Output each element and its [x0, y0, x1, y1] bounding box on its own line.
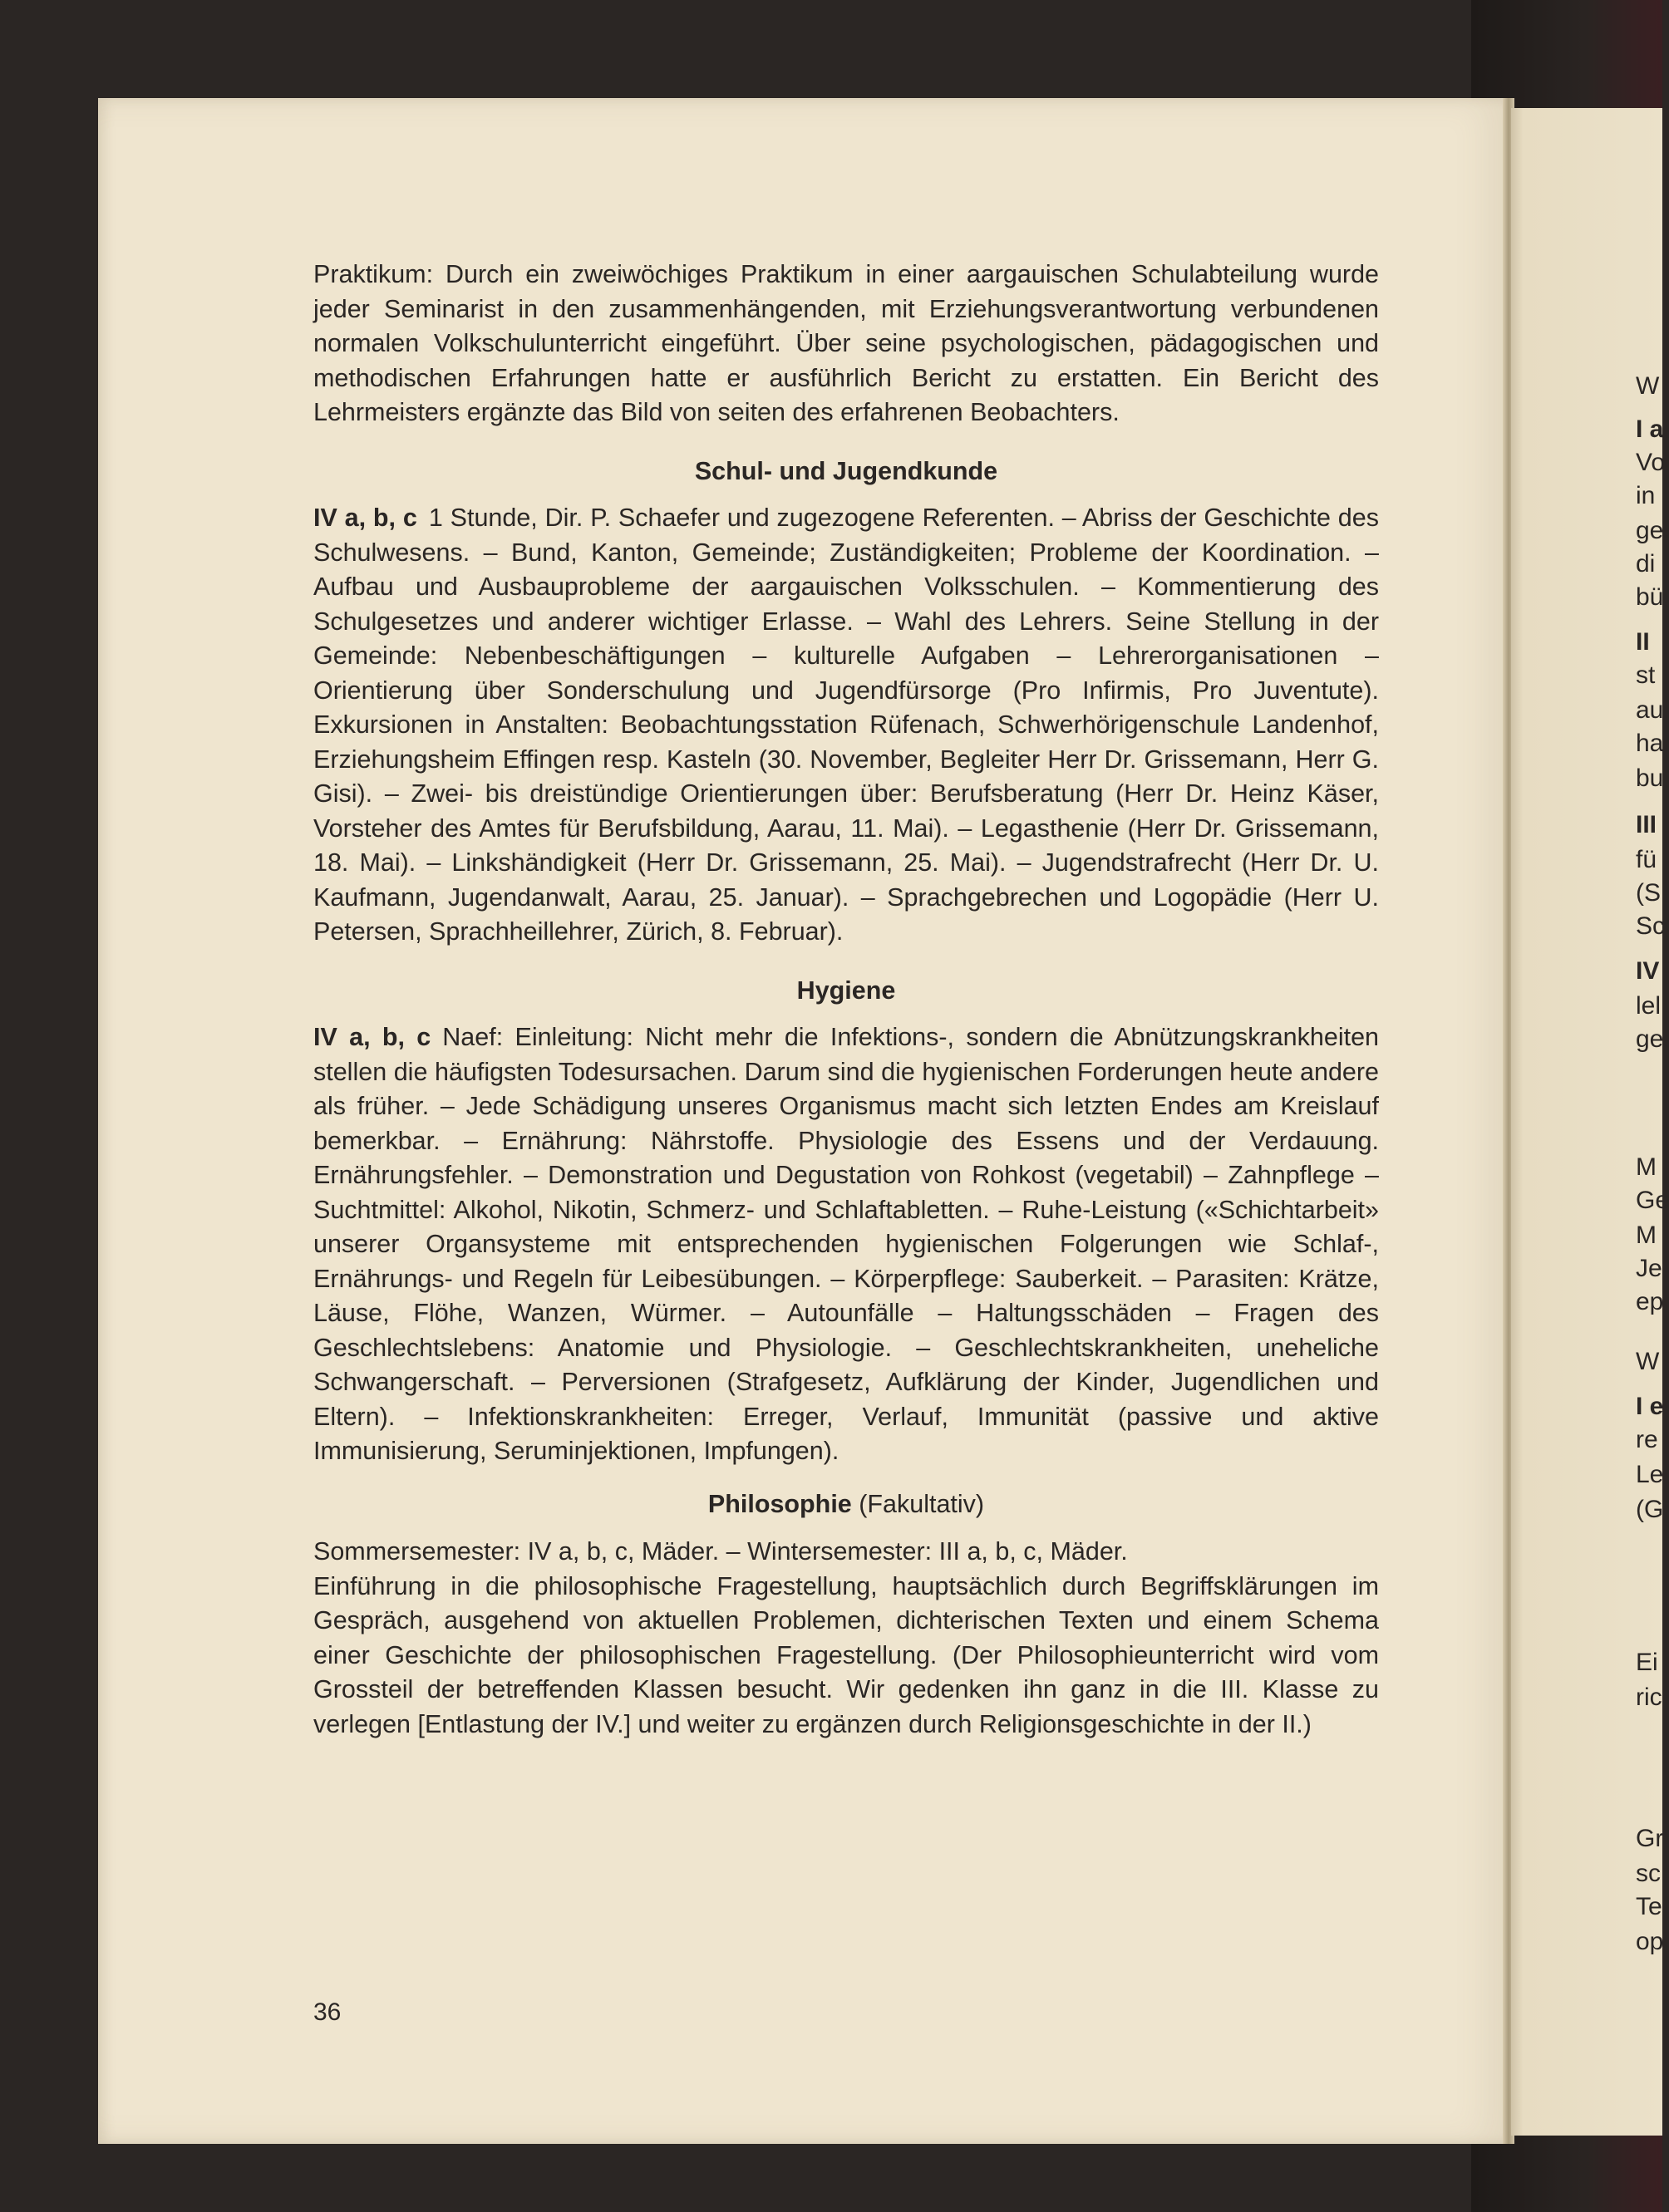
facing-page-fragment: di — [1636, 550, 1656, 578]
facing-page-fragment: bu — [1636, 764, 1664, 792]
facing-page-fragment: Ei — [1636, 1649, 1658, 1676]
facing-page-fragment: II — [1636, 628, 1650, 656]
facing-page-fragment: ric — [1636, 1684, 1662, 1711]
facing-page-fragment: W — [1636, 1348, 1660, 1375]
facing-page-fragment: I a — [1636, 415, 1664, 443]
facing-page-fragment: IV — [1636, 957, 1660, 985]
philosophie-paragraph: Einführung in die philosophische Fragestellung, hauptsächlich durch Begriffsklärungen im Gespräch, ausgehend von aktuellen Problemen, dichterischen Texten und einem Schema einer Geschichte der philosophischen Fragestellung. (Der Philosophieunterricht wird vom Grossteil der betreffenden Klassen besucht. Wir gedenken ihn ganz in die III. Klasse zu verlegen [Entlastung der IV.] und weiter zu ergänzen durch Religionsgeschichte in der II.) — [313, 1571, 1379, 1738]
hygiene-text: Naef: Einleitung: Nicht mehr die Infektions-, sondern die Abnützungskrankheiten stellen die häufigsten Todesursachen. Darum sind die hygienischen Forderungen heute andere als früher. – Jede Schädigung unseres Organismus macht sich letzten Endes am Kreislauf bemerkbar. – Ernährung: Nährstoffe. Physiologie des Essens und der Verdauung. Ernährungsfehler. – Demonstration und Degustation von Rohkost (vegetabil) – Zahnpflege – Suchtmittel: Alkohol, Nikotin, Schmerz- und Schlaftabletten. – Ruhe-Leistung («Schichtarbeit» unserer Organsysteme mit entsprechenden hygienischen Folgerungen wie Schlaf-, Ernährungs- und Regeln für Leibesübungen. – Körperpflege: Sauberkeit. – Parasiten: Krätze, Läuse, Flöhe, Wanzen, Würmer. – Autounfälle – Haltungsschäden – Fragen des Geschlechtslebens: Anatomie und Physiologie. – Geschlechtskrankheiten, uneheliche Schwangerschaft. – Perversionen (Strafgesetz, Aufklärung der Kinder, Jugendlichen und Eltern). – Infektionskrankheiten: Erreger, Verlauf, Immunität (passive und aktive Immunisierung, Seruminjektionen, Impfungen). — [313, 1023, 1379, 1465]
philosophie-heading — [313, 1487, 1379, 1522]
schulkunde-heading: Schul- und Jugendkunde — [694, 456, 998, 485]
facing-page-fragment: (S — [1636, 879, 1661, 907]
facing-page-fragment: Vo — [1636, 449, 1666, 476]
facing-page-fragment: ha — [1636, 730, 1664, 757]
hygiene-heading: Hygiene — [796, 976, 896, 1005]
facing-page-fragment: sc — [1636, 1860, 1661, 1887]
facing-page-fragment: st — [1636, 661, 1656, 689]
facing-page-fragment: Te — [1636, 1893, 1662, 1920]
class-label: IV a, b, c — [313, 504, 417, 532]
praktikum-paragraph: Praktikum: Durch ein zweiwöchiges Praktikum in einer aargauischen Schulabteilung wurde jeder Seminarist in den zusammenhängenden, mit Erziehungsverantwortung verbundenen normalen Volkschulunterricht eingeführt. Über seine psychologischen, pädagogischen und methodischen Erfahrungen hatte er ausführlich Bericht zu erstatten. Ein Bericht des Lehrmeisters ergänzte das Bild von seiten des erfahrenen Beobachters. — [313, 260, 1379, 426]
facing-page-fragment: bü — [1636, 583, 1664, 611]
schulkunde-paragraph — [313, 501, 1379, 950]
facing-page-fragment: op — [1636, 1928, 1664, 1955]
facing-page-fragment: Ge — [1636, 1187, 1669, 1214]
facing-page-fragment: M — [1636, 1153, 1657, 1181]
facing-page-fragment: I e — [1636, 1393, 1664, 1420]
facing-page-fragment: Sc — [1636, 912, 1666, 940]
philosophie-title: Philosophie — [707, 1489, 852, 1518]
schulkunde-text: 1 Stunde, Dir. P. Schaefer und zugezogene Referenten. – Abriss der Geschichte des Schulwesens. – Bund, Kanton, Gemeinde; Zuständigkeiten; Probleme der Koordination. – Aufbau und Ausbauprobleme der aargauischen Volksschulen. – Kommentierung des Schulgesetzes und anderer wichtiger Erlasse. – Wahl des Lehrers. Seine Stellung in der Gemeinde: Nebenbeschäftigungen – kulturelle Aufgaben – Lehrerorganisationen – Orientierung über Sonderschulung und Jugendfürsorge (Pro Infirmis, Pro Juventute). Exkursionen in Anstalten: Beobachtungsstation Rüfenach, Schwerhörigenschule Landenhof, Erziehungsheim Effingen resp. Kasteln (30. November, Begleiter Herr Dr. Grissemann, Herr G. Gisi). – Zwei- bis dreistündige Orientierungen über: Berufsberatung (Herr Dr. Heinz Käser, Vorsteher des Amtes für Berufsbildung, Aarau, 11. Mai). – Legasthenie (Herr Dr. Grissemann, 18. Mai). – Linkshändigkeit (Herr Dr. Grissemann, 25. Mai). – Jugendstrafrecht (Herr Dr. U. Kaufmann, Jugendanwalt, Aarau, 25. Januar). – Sprachgebrechen und Logopädie (Herr U. Petersen, Sprachheillehrer, Zürich, 8. Februar). — [313, 504, 1379, 946]
facing-page-fragment: au — [1636, 696, 1664, 724]
page-number: 36 — [313, 1998, 342, 2026]
facing-page-fragment: Le — [1636, 1461, 1664, 1488]
facing-page-fragment: in — [1636, 482, 1656, 509]
facing-page-fragment: ep — [1636, 1288, 1664, 1315]
hygiene-paragraph — [313, 1020, 1379, 1469]
facing-page-fragment: fü — [1636, 846, 1657, 873]
facing-page-fragment: Gr — [1636, 1825, 1664, 1852]
facing-page-fragment: lel — [1636, 992, 1662, 1020]
facing-page-fragment: Je — [1636, 1255, 1662, 1282]
page-text — [313, 258, 1379, 1742]
facing-page-fragment: (G — [1636, 1496, 1664, 1523]
philosophie-note: (Fakultativ) — [859, 1489, 985, 1518]
facing-page-fragment: re — [1636, 1426, 1658, 1453]
facing-page-fragment: III — [1636, 811, 1657, 838]
philosophie-semesters: Sommersemester: IV a, b, c, Mäder. – Wintersemester: III a, b, c, Mäder. — [313, 1537, 1128, 1566]
facing-page-fragment: W — [1636, 372, 1660, 400]
class-label: IV a, b, c — [313, 1023, 431, 1051]
facing-page-fragment: ge — [1636, 517, 1664, 544]
facing-page-fragment: M — [1636, 1222, 1657, 1249]
facing-page-fragment: ge — [1636, 1025, 1664, 1053]
